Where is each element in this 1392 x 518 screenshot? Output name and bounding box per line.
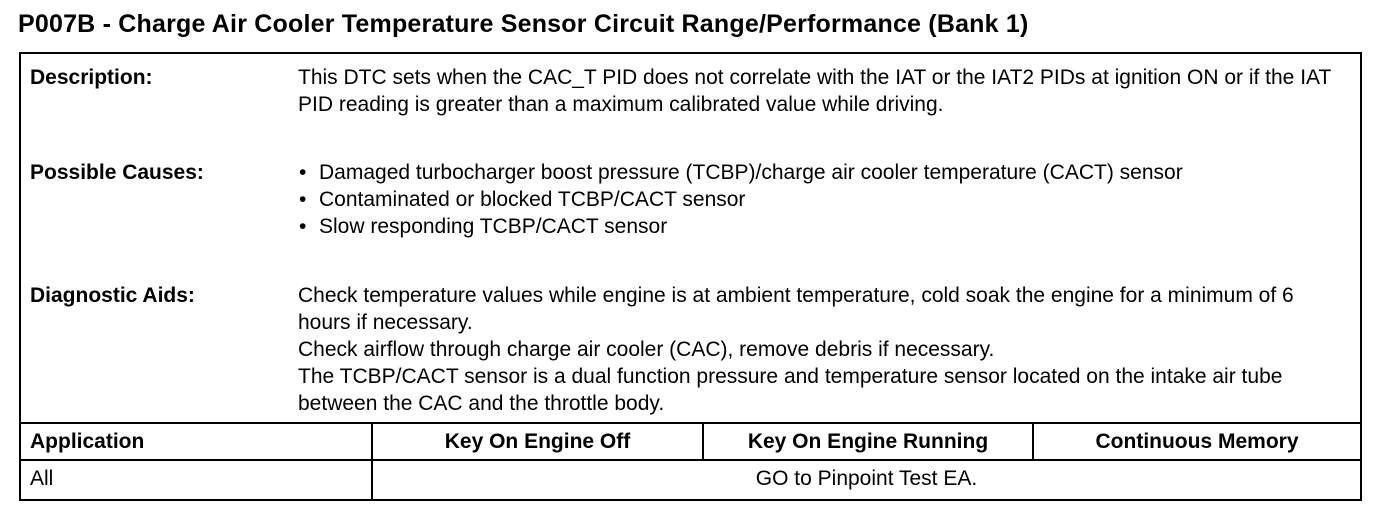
list-item: [298, 159, 1348, 186]
cell-action: GO to Pinpoint Test EA.: [755, 467, 978, 490]
bullet-icon: •: [299, 161, 307, 184]
header-key-on-engine-off: Key On Engine Off: [444, 430, 631, 453]
diagnostic-aids-label: Diagnostic Aids:: [30, 284, 195, 307]
cause-text: Slow responding TCBP/CACT sensor: [319, 215, 668, 238]
diagnostic-aid-paragraph: Check airflow through charge air cooler (CAC), remove debris if necessary.: [298, 338, 995, 361]
application-table: [21, 422, 1360, 499]
description-text: This DTC sets when the CAC_T PID does not correlate with the IAT or the IAT2 PIDs at ignition ON or if the IAT PID reading is greater than a maximum calibrated value while driving.: [298, 66, 1331, 116]
header-continuous-memory: Continuous Memory: [1095, 430, 1299, 453]
header-application: Application: [30, 430, 145, 453]
diagnostic-aid-paragraph: The TCBP/CACT sensor is a dual function pressure and temperature sensor located on the intake air tube between the CAC and the throttle body.: [298, 365, 1283, 415]
possible-causes-label: Possible Causes:: [30, 161, 204, 184]
description-content: [298, 64, 1348, 118]
header-key-on-engine-running: Key On Engine Running: [747, 430, 989, 453]
bullet-icon: •: [299, 188, 307, 211]
list-item: [298, 186, 1348, 213]
description-label: Description:: [30, 66, 153, 89]
cause-text: Damaged turbocharger boost pressure (TCBP)/charge air cooler temperature (CACT) sensor: [319, 161, 1183, 184]
bullet-icon: •: [299, 215, 307, 238]
diagnostic-aids-content: [298, 282, 1348, 417]
dtc-info-table: [19, 52, 1362, 501]
page-title: P007B - Charge Air Cooler Temperature Sensor Circuit Range/Performance (Bank 1): [18, 10, 1029, 38]
cause-text: Contaminated or blocked TCBP/CACT sensor: [319, 188, 746, 211]
list-item: [298, 213, 1348, 240]
possible-causes-list: [298, 159, 1348, 240]
diagnostic-aid-paragraph: Check temperature values while engine is at ambient temperature, cold soak the engine for a minimum of 6 hours if necessary.: [298, 284, 1294, 334]
possible-causes-content: [298, 159, 1348, 240]
cell-application: All: [30, 467, 54, 490]
